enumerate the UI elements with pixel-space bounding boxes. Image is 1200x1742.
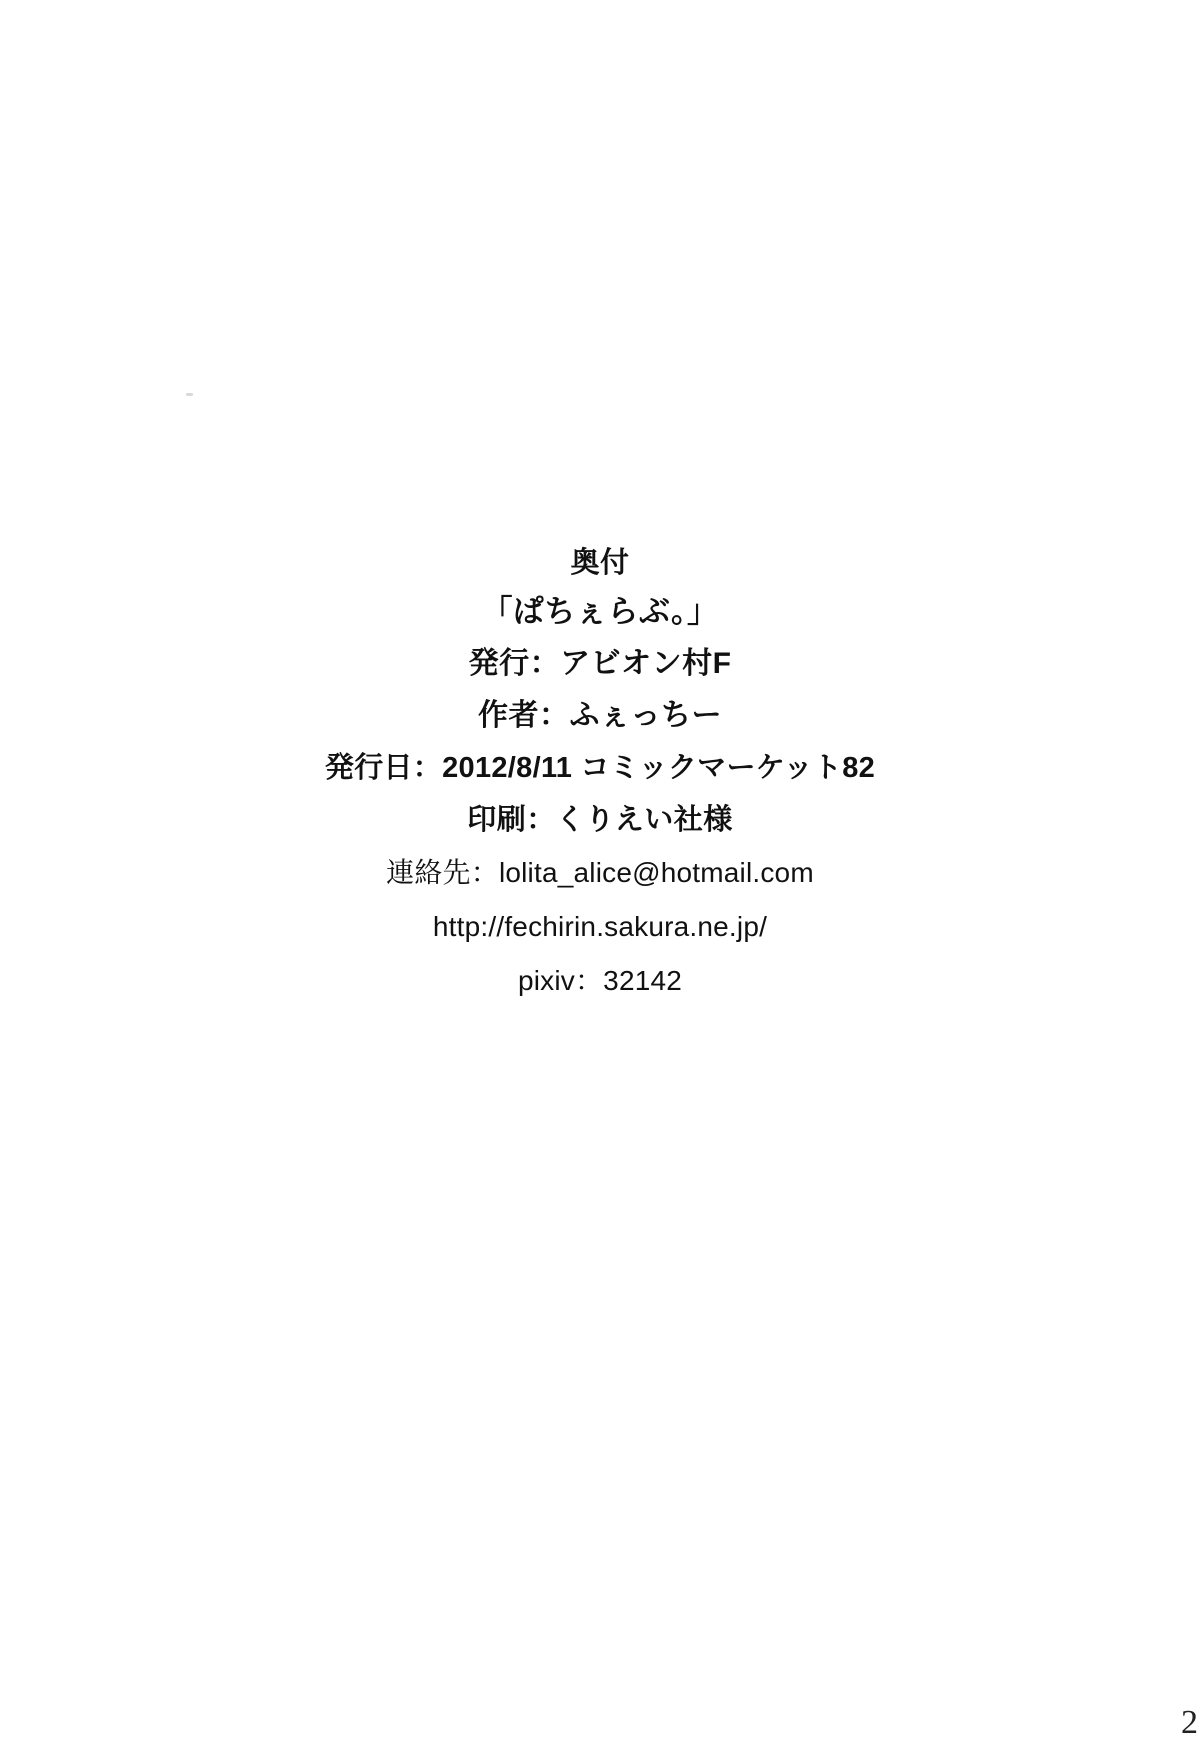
page-number: 2 xyxy=(1181,1704,1198,1741)
printing-line: 印刷：くりえい社様 xyxy=(467,804,733,836)
work-title: 「ぱちぇらぶ。」 xyxy=(481,594,719,629)
author-line: 作者：ふぇっちー xyxy=(478,699,722,732)
publisher-line: 発行：アビオン村F xyxy=(468,647,732,680)
release-date-line: 発行日：2012/8/11 コミックマーケット82 xyxy=(324,752,876,784)
contact-line: 連絡先：lolita_alice@hotmail.com xyxy=(386,857,814,888)
scan-speck xyxy=(186,393,193,396)
colophon-block xyxy=(0,540,1200,1008)
colophon-heading: 奥付 xyxy=(570,547,630,579)
website-url: http://fechirin.sakura.ne.jp/ xyxy=(432,911,768,942)
pixiv-id-line: pixiv：32142 xyxy=(517,965,683,996)
